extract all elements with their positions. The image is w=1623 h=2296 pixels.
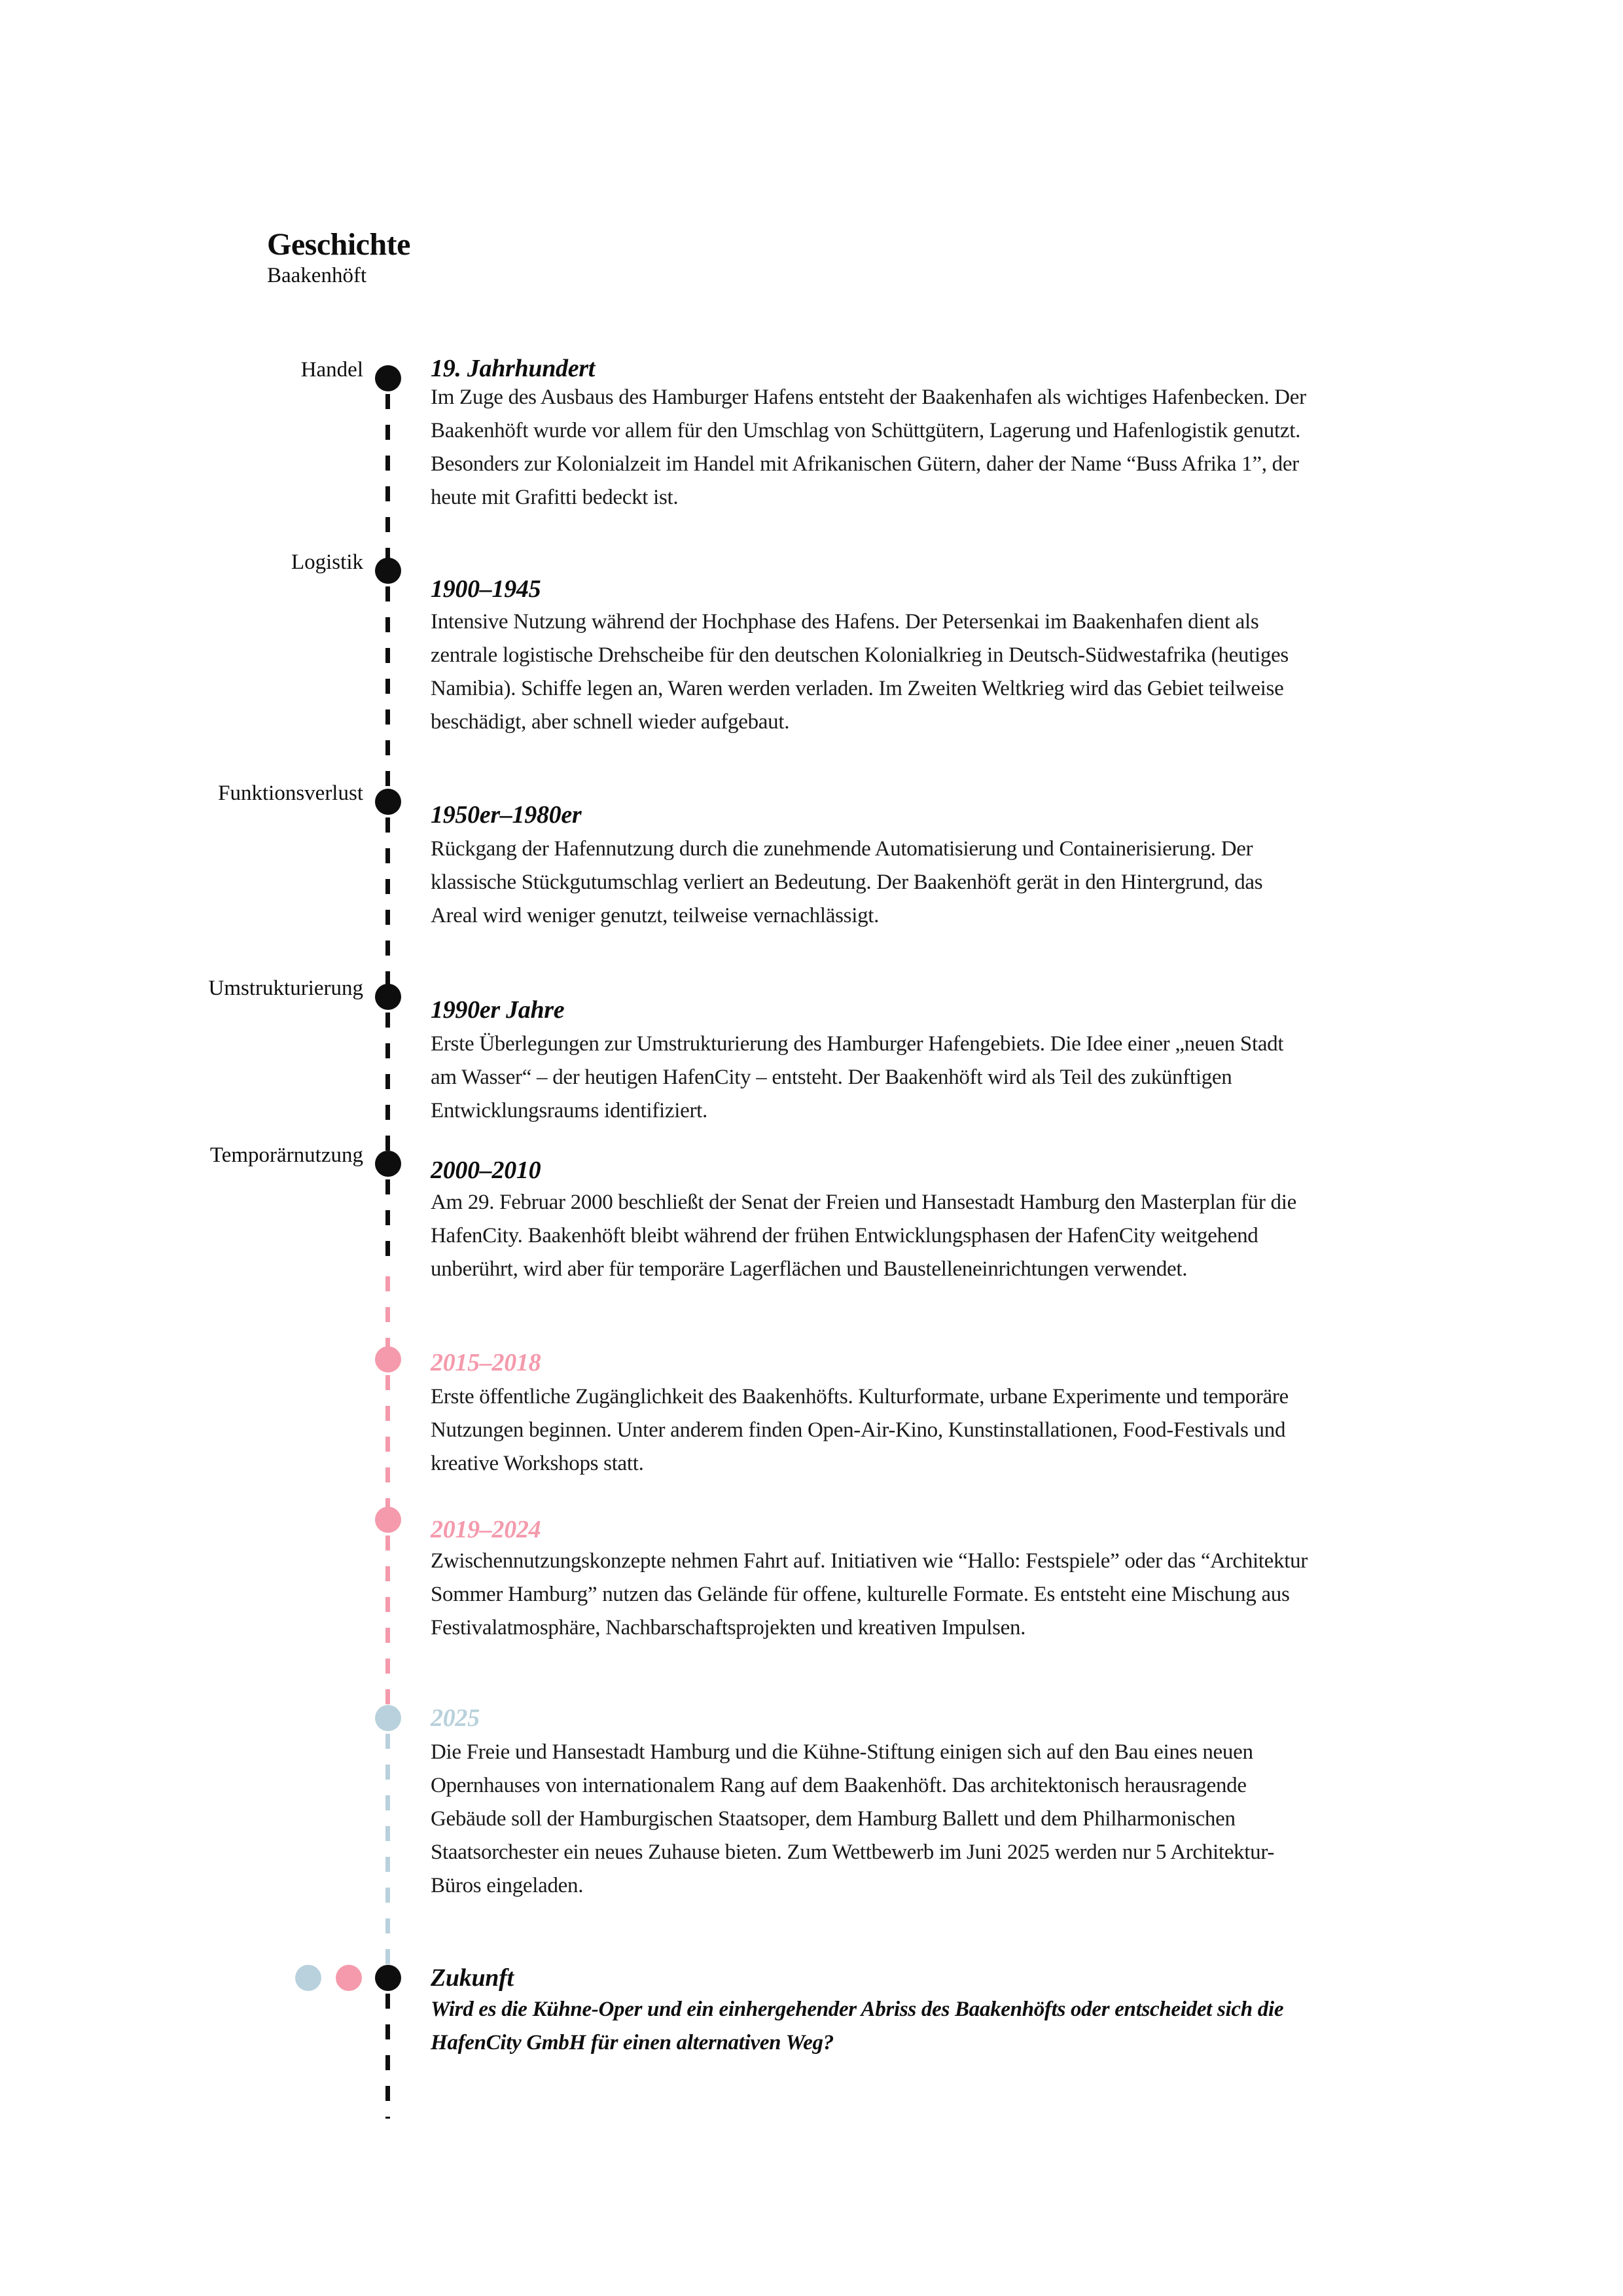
timeline-connector	[385, 571, 390, 802]
timeline-dot	[375, 1346, 401, 1372]
entry-heading: Zukunft	[431, 1964, 514, 1992]
entry-label: Logistik	[291, 550, 363, 574]
entry-heading: 2019–2024	[431, 1516, 541, 1543]
entry-heading: 1990er Jahre	[431, 996, 565, 1024]
entry-body: Erste Überlegungen zur Umstrukturierung des Hamburger Hafengebiets. Die Idee einer „neuen Stadt am Wasser“ – der heutigen HafenCity – entsteht. Der Baakenhöft wird als Teil des zukünftigen Entwicklungsraums identifiziert.	[431, 1032, 1284, 1122]
entry-body: Erste öffentliche Zugänglichkeit des Baakenhöfts. Kulturformate, urbane Experimente und temporäre Nutzungen beginnen. Unter anderem finden Open-Air-Kino, Kunstinstallationen, Food-Festivals und kreative Workshops statt.	[431, 1385, 1289, 1475]
entry-body: Am 29. Februar 2000 beschließt der Senat der Freien und Hansestadt Hamburg den Masterplan für die HafenCity. Baakenhöft bleibt während der frühen Entwicklungsphasen der HafenCity weitgehend unberührt, wird aber für temporäre Lagerflächen und Baustelleneinrichtungen verwendet.	[431, 1191, 1296, 1281]
timeline-connector	[385, 997, 390, 1164]
timeline-dot	[375, 1507, 401, 1533]
entry-body: Intensive Nutzung während der Hochphase des Hafens. Der Petersenkai im Baakenhafen dient als zentrale logistische Drehscheibe für den deutschen Kolonialkrieg in Deutsch-Südwestafrika (heutiges Namibia). Schiffe legen an, Waren werden verladen. Im Zweiten Weltkrieg wird das Gebiet teilweise beschädigt, aber schnell wieder aufgebaut.	[431, 610, 1289, 734]
page-title: Geschichte	[267, 227, 410, 262]
entry-body: Zwischennutzungskonzepte nehmen Fahrt auf. Initiativen wie “Hallo: Festspiele” oder das “Architektur Sommer Hamburg” nutzen das Gelände für offene, kulturelle Formate. Es entsteht eine Mischung aus Festivalatmosphäre, Nachbarschaftsprojekten und kreativen Impulsen.	[431, 1549, 1308, 1640]
timeline-connector	[385, 1520, 390, 1718]
timeline-dot	[375, 1965, 401, 1991]
timeline-dot	[375, 1151, 401, 1177]
entry-heading: 2015–2018	[431, 1349, 541, 1376]
timeline-connector	[385, 378, 390, 571]
entry-heading: 19. Jahrhundert	[431, 355, 596, 382]
timeline-dash-tail	[385, 1978, 390, 2119]
entry-body: Die Freie und Hansestadt Hamburg und die Kühne-Stiftung einigen sich auf den Bau eines neuen Opernhauses von internationalem Rang auf dem Baakenhöft. Das architektonisch herausragende Gebäude soll der Hamburgischen Staatsoper, dem Hamburg Ballett und dem Philharmonischen Staatsorchester ein neues Zuhause bieten. Zum Wettbewerb im Juni 2025 werden nur 5 Architektur-Büros eingeladen.	[431, 1740, 1275, 1897]
timeline-dot	[375, 789, 401, 815]
entry-label: Temporärnutzung	[209, 1143, 363, 1167]
timeline-dot	[295, 1965, 321, 1991]
entry-heading: 2000–2010	[431, 1157, 541, 1184]
timeline-dot	[336, 1965, 362, 1991]
timeline-connector	[385, 1164, 390, 1261]
page-subtitle: Baakenhöft	[267, 264, 367, 287]
entry-body: Im Zuge des Ausbaus des Hamburger Hafens entsteht der Baakenhafen als wichtiges Hafenbecken. Der Baakenhöft wurde vor allem für den Umschlag von Schüttgütern, Lagerung und Hafenlogistik genutzt. Besonders zur Kolonialzeit im Handel mit Afrikanischen Gütern, daher der Name “Buss Afrika 1”, der heute mit Grafitti bedeckt ist.	[431, 386, 1306, 509]
timeline-connector	[385, 1261, 390, 1359]
entry-heading: 1900–1945	[431, 575, 541, 603]
entry-label: Funktionsverlust	[218, 781, 363, 805]
timeline-connector	[385, 1718, 390, 1978]
timeline-dot	[375, 365, 401, 391]
entry-body: Wird es die Kühne-Oper und ein einhergehender Abriss des Baakenhöfts oder entscheidet sich die HafenCity GmbH für einen alternativen Weg?	[431, 1998, 1284, 2054]
timeline-connector	[385, 802, 390, 997]
timeline-dot	[375, 984, 401, 1010]
entry-heading: 1950er–1980er	[431, 801, 582, 829]
entry-label: Umstrukturierung	[208, 977, 363, 1000]
entry-heading: 2025	[431, 1704, 480, 1732]
timeline-connector	[385, 1359, 390, 1520]
timeline-dot	[375, 1705, 401, 1731]
entry-label: Handel	[300, 358, 363, 382]
entry-body: Rückgang der Hafennutzung durch die zunehmende Automatisierung und Containerisierung. Der klassische Stückgutumschlag verliert an Bedeutung. Der Baakenhöft gerät in den Hintergrund, das Areal wird weniger genutzt, teilweise vernachlässigt.	[431, 837, 1263, 927]
timeline-dot	[375, 558, 401, 584]
